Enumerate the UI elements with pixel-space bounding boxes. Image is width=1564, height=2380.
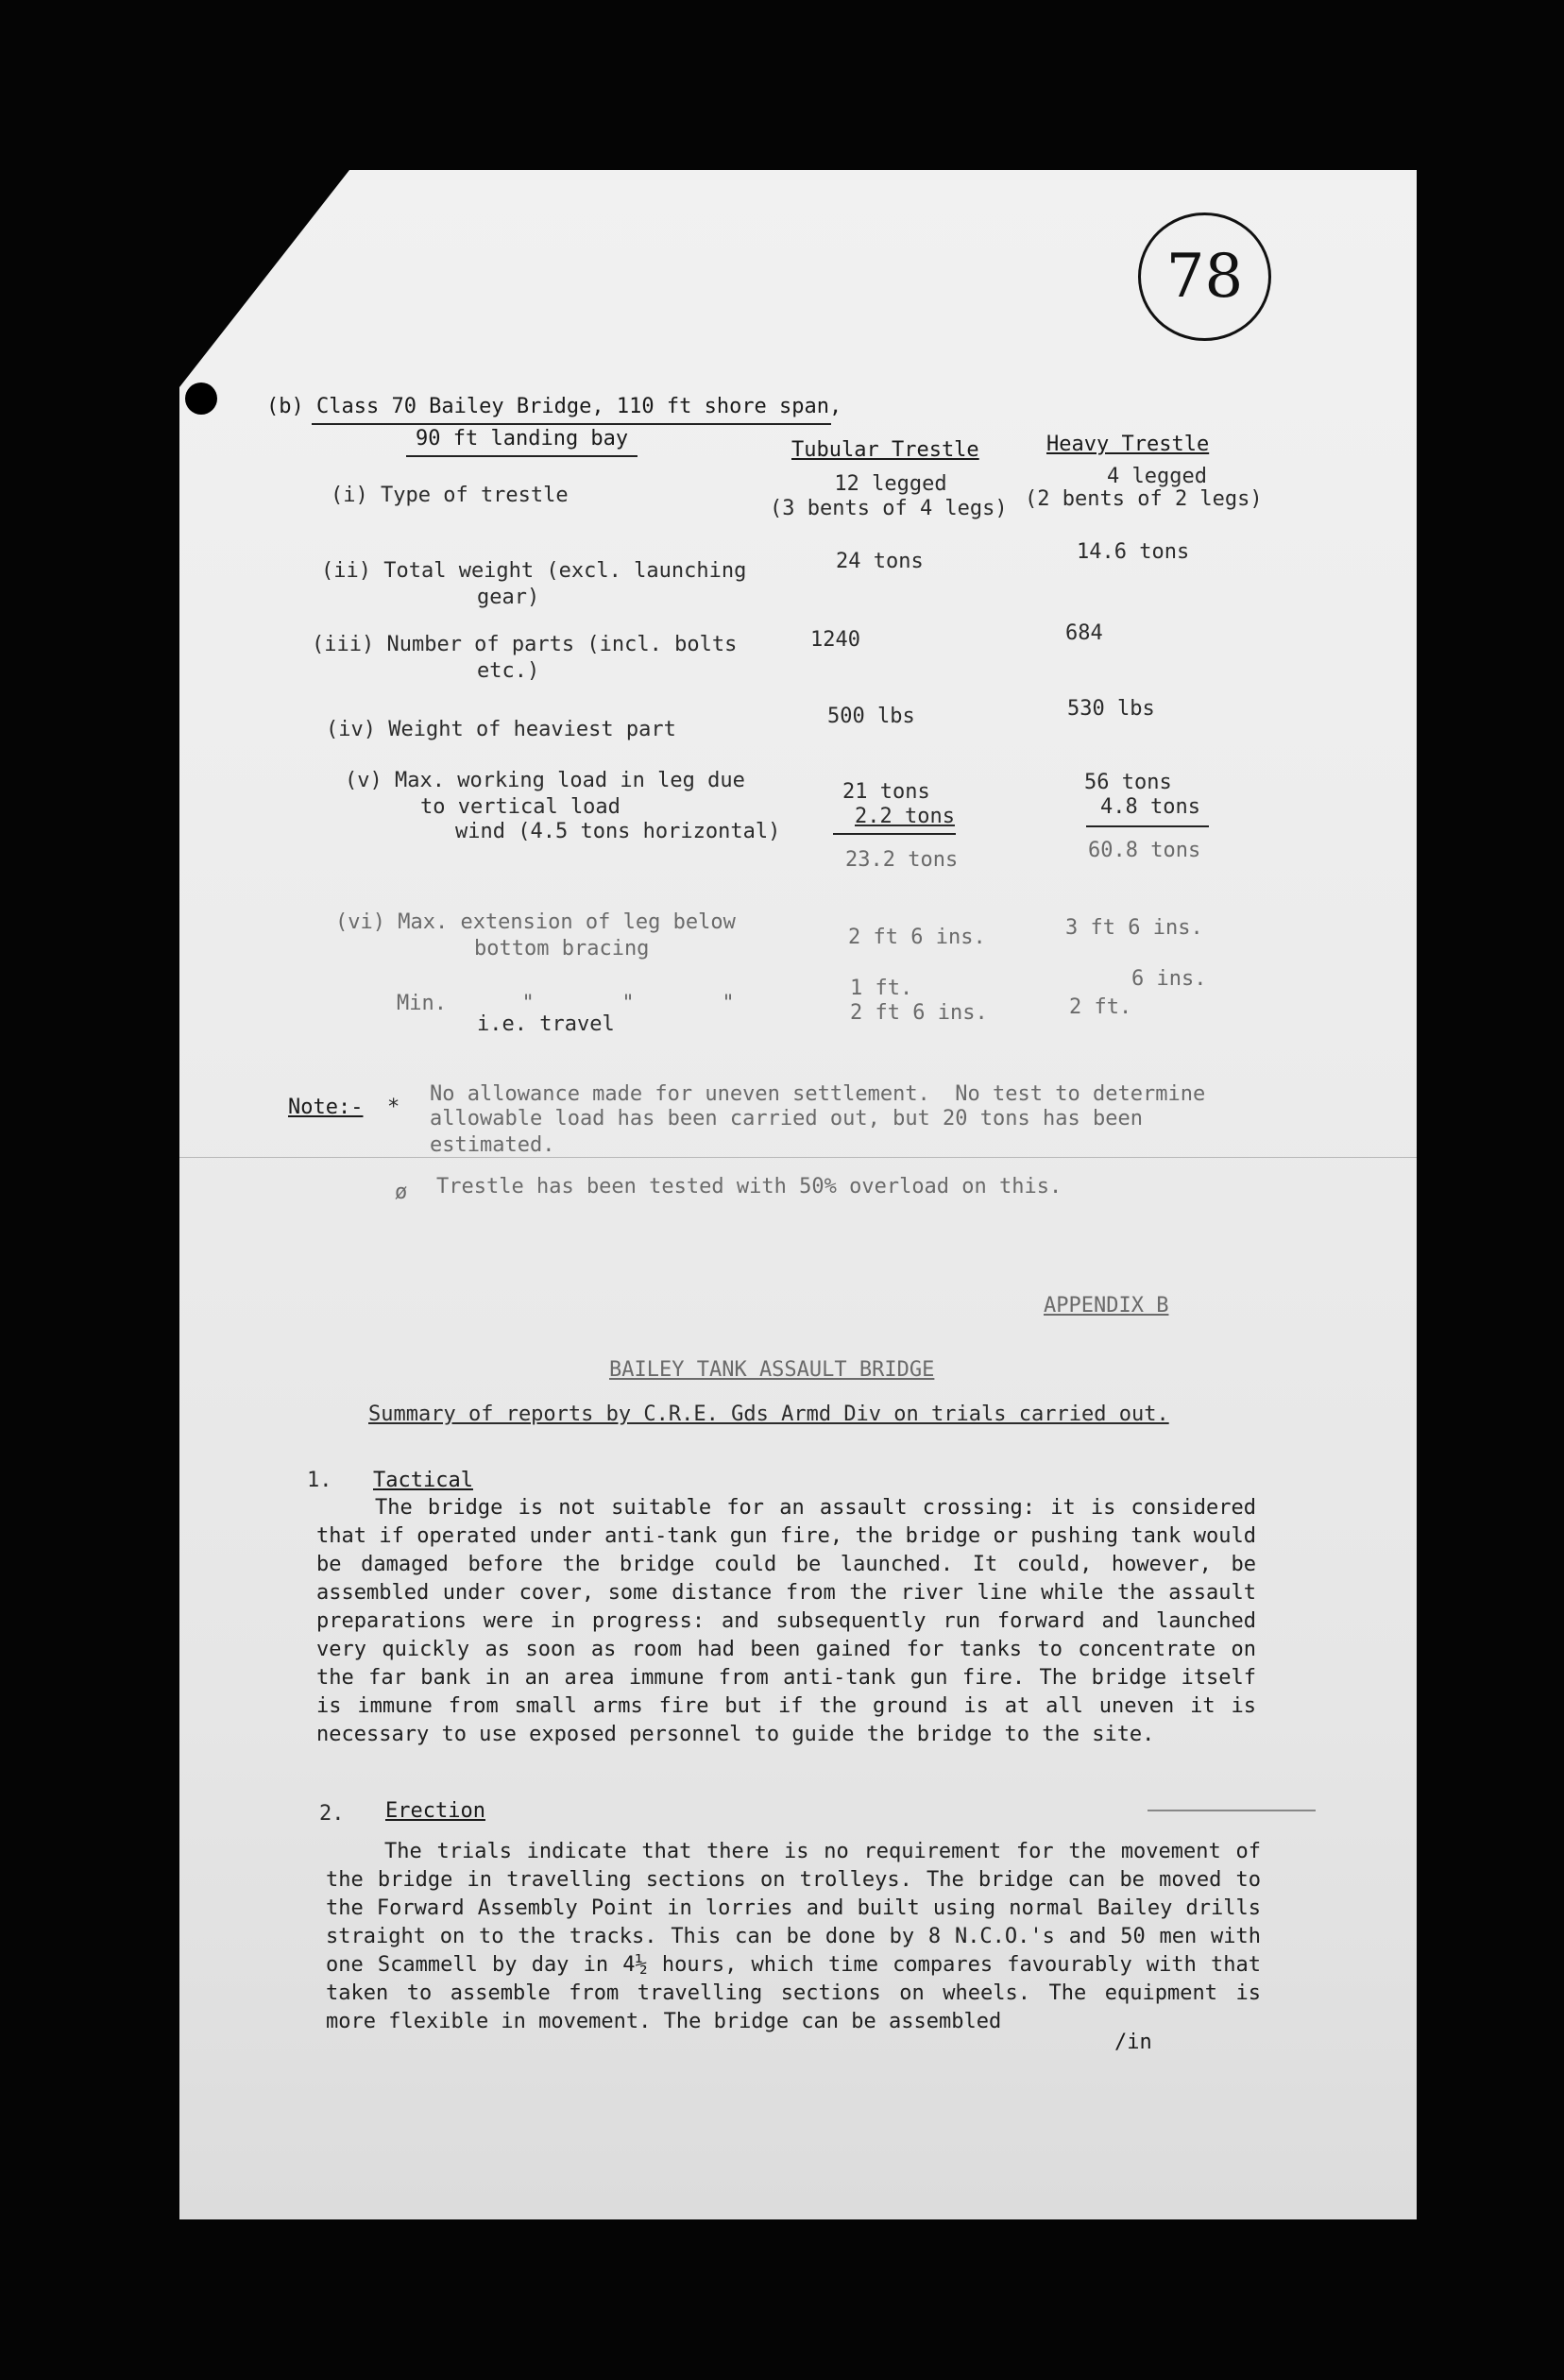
row-iii-tubular: 1240 bbox=[810, 628, 860, 652]
row-vi-label: (vi) Max. extension of leg below bbox=[335, 910, 736, 934]
note-1-line-2: allowable load has been carried out, but 20 tons has been bbox=[430, 1107, 1143, 1130]
note-2: Trestle has been tested with 50% overload on this. bbox=[436, 1175, 1062, 1198]
row-v-heavy-vertical: 56 tons bbox=[1084, 771, 1172, 794]
section-2-title: Erection bbox=[385, 1799, 485, 1823]
fold-line bbox=[179, 1157, 1417, 1158]
margin-line bbox=[1148, 1810, 1316, 1811]
row-vi-tubular: 2 ft 6 ins. bbox=[848, 926, 986, 949]
row-min-label: Min. " " " bbox=[397, 992, 735, 1015]
appendix-label: APPENDIX B bbox=[1044, 1294, 1169, 1318]
row-iv-label: (iv) Weight of heaviest part bbox=[326, 718, 676, 741]
section-b-subtitle: 90 ft landing bay bbox=[416, 427, 629, 450]
row-ii-label: (ii) Total weight (excl. launching bbox=[321, 559, 747, 583]
row-i-heavy-detail: (2 bents of 2 legs) bbox=[1025, 487, 1263, 511]
section-1-title: Tactical bbox=[373, 1469, 473, 1492]
appendix-title: BAILEY TANK ASSAULT BRIDGE bbox=[609, 1358, 935, 1382]
row-i-label: (i) Type of trestle bbox=[331, 484, 569, 507]
folio-number: 78 bbox=[1138, 212, 1271, 341]
row-iii-label: (iii) Number of parts (incl. bolts bbox=[312, 633, 738, 656]
row-iv-heavy: 530 lbs bbox=[1067, 697, 1155, 721]
row-v-label-cont1: to vertical load bbox=[420, 795, 620, 819]
row-min-tubular-travel: 2 ft 6 ins. bbox=[850, 1001, 988, 1025]
row-v-tubular-vertical: 21 tons bbox=[842, 780, 930, 804]
note-label: Note:- bbox=[288, 1096, 364, 1119]
col-header-heavy: Heavy Trestle bbox=[1046, 433, 1210, 456]
note-dagger: ø bbox=[395, 1181, 408, 1204]
row-vi-label-cont: bottom bracing bbox=[474, 937, 650, 960]
row-iii-heavy: 684 bbox=[1065, 621, 1103, 645]
row-i-tubular-detail: (3 bents of 4 legs) bbox=[770, 497, 1008, 520]
row-ii-label-cont: gear) bbox=[477, 586, 540, 609]
row-v-heavy-total: 60.8 tons bbox=[1088, 839, 1201, 862]
row-iv-tubular: 500 lbs bbox=[827, 705, 915, 728]
row-ii-tubular: 24 tons bbox=[836, 550, 924, 573]
row-min-tubular: 1 ft. bbox=[850, 977, 913, 1000]
row-v-tubular-sum-line bbox=[833, 833, 956, 835]
row-v-heavy-sum-line bbox=[1086, 825, 1209, 827]
row-v-tubular-total: 23.2 tons bbox=[845, 848, 959, 872]
note-1-line-3: estimated. bbox=[430, 1133, 555, 1157]
subtitle-underline bbox=[406, 455, 638, 457]
note-1-line-1: No allowance made for uneven settlement. No test to determine bbox=[430, 1082, 1206, 1106]
row-v-heavy-wind: 4.8 tons bbox=[1100, 795, 1200, 819]
section-2-number: 2. bbox=[319, 1802, 345, 1826]
row-iii-label-cont: etc.) bbox=[477, 659, 540, 683]
row-i-tubular: 12 legged bbox=[834, 472, 947, 496]
section-b-title: (b) Class 70 Bailey Bridge, 110 ft shore span, bbox=[266, 395, 842, 418]
row-v-label: (v) Max. working load in leg due bbox=[345, 769, 745, 792]
section-1-text: The bridge is not suitable for an assault crossing: it is considered that if operated under anti-tank gun fire, the bridge or pushing tank would be damaged before the bridge could be launched. It could, however, be assembled under cover, some distance from the river line while the assault preparations were in progress: and subsequently run forward and launched very quickly as soon as room had been gained for tanks to concentrate on the far bank in an area immune from anti-tank gun fire. The bridge itself is immune from small arms fire but if the ground is at all uneven it is necessary to use exposed personnel to guide the bridge to the site. bbox=[316, 1496, 1256, 1746]
row-min-label-cont: i.e. travel bbox=[477, 1012, 615, 1036]
row-min-heavy-travel: 2 ft. bbox=[1069, 995, 1132, 1019]
punch-hole bbox=[185, 382, 217, 415]
row-ii-heavy: 14.6 tons bbox=[1077, 540, 1190, 564]
row-min-heavy: 6 ins. bbox=[1131, 967, 1207, 991]
row-vi-heavy: 3 ft 6 ins. bbox=[1065, 916, 1203, 940]
title-underline bbox=[312, 423, 831, 425]
col-header-tubular: Tubular Trestle bbox=[791, 438, 979, 462]
note-star: * bbox=[387, 1096, 400, 1119]
row-v-label-cont2: wind (4.5 tons horizontal) bbox=[455, 820, 781, 843]
appendix-subtitle: Summary of reports by C.R.E. Gds Armd Div on trials carried out. bbox=[368, 1402, 1169, 1426]
continuation-marker: /in bbox=[1114, 2031, 1152, 2054]
row-v-tubular-wind: 2.2 tons bbox=[855, 805, 955, 828]
section-2-text: The trials indicate that there is no requirement for the movement of the bridge in travelling sections on trolleys. The bridge can be moved to the Forward Assembly Point in lorries and built using normal Bailey drills straight on to the tracks. This can be done by 8 N.C.O.'s and 50 men with one Scammell by day in 4½ hours, which time compares favourably with that taken to assemble from travelling sections on wheels. The equipment is more flexible in movement. The bridge can be assembled bbox=[326, 1840, 1261, 2033]
row-i-heavy: 4 legged bbox=[1107, 465, 1207, 488]
section-1-number: 1. bbox=[307, 1469, 332, 1492]
